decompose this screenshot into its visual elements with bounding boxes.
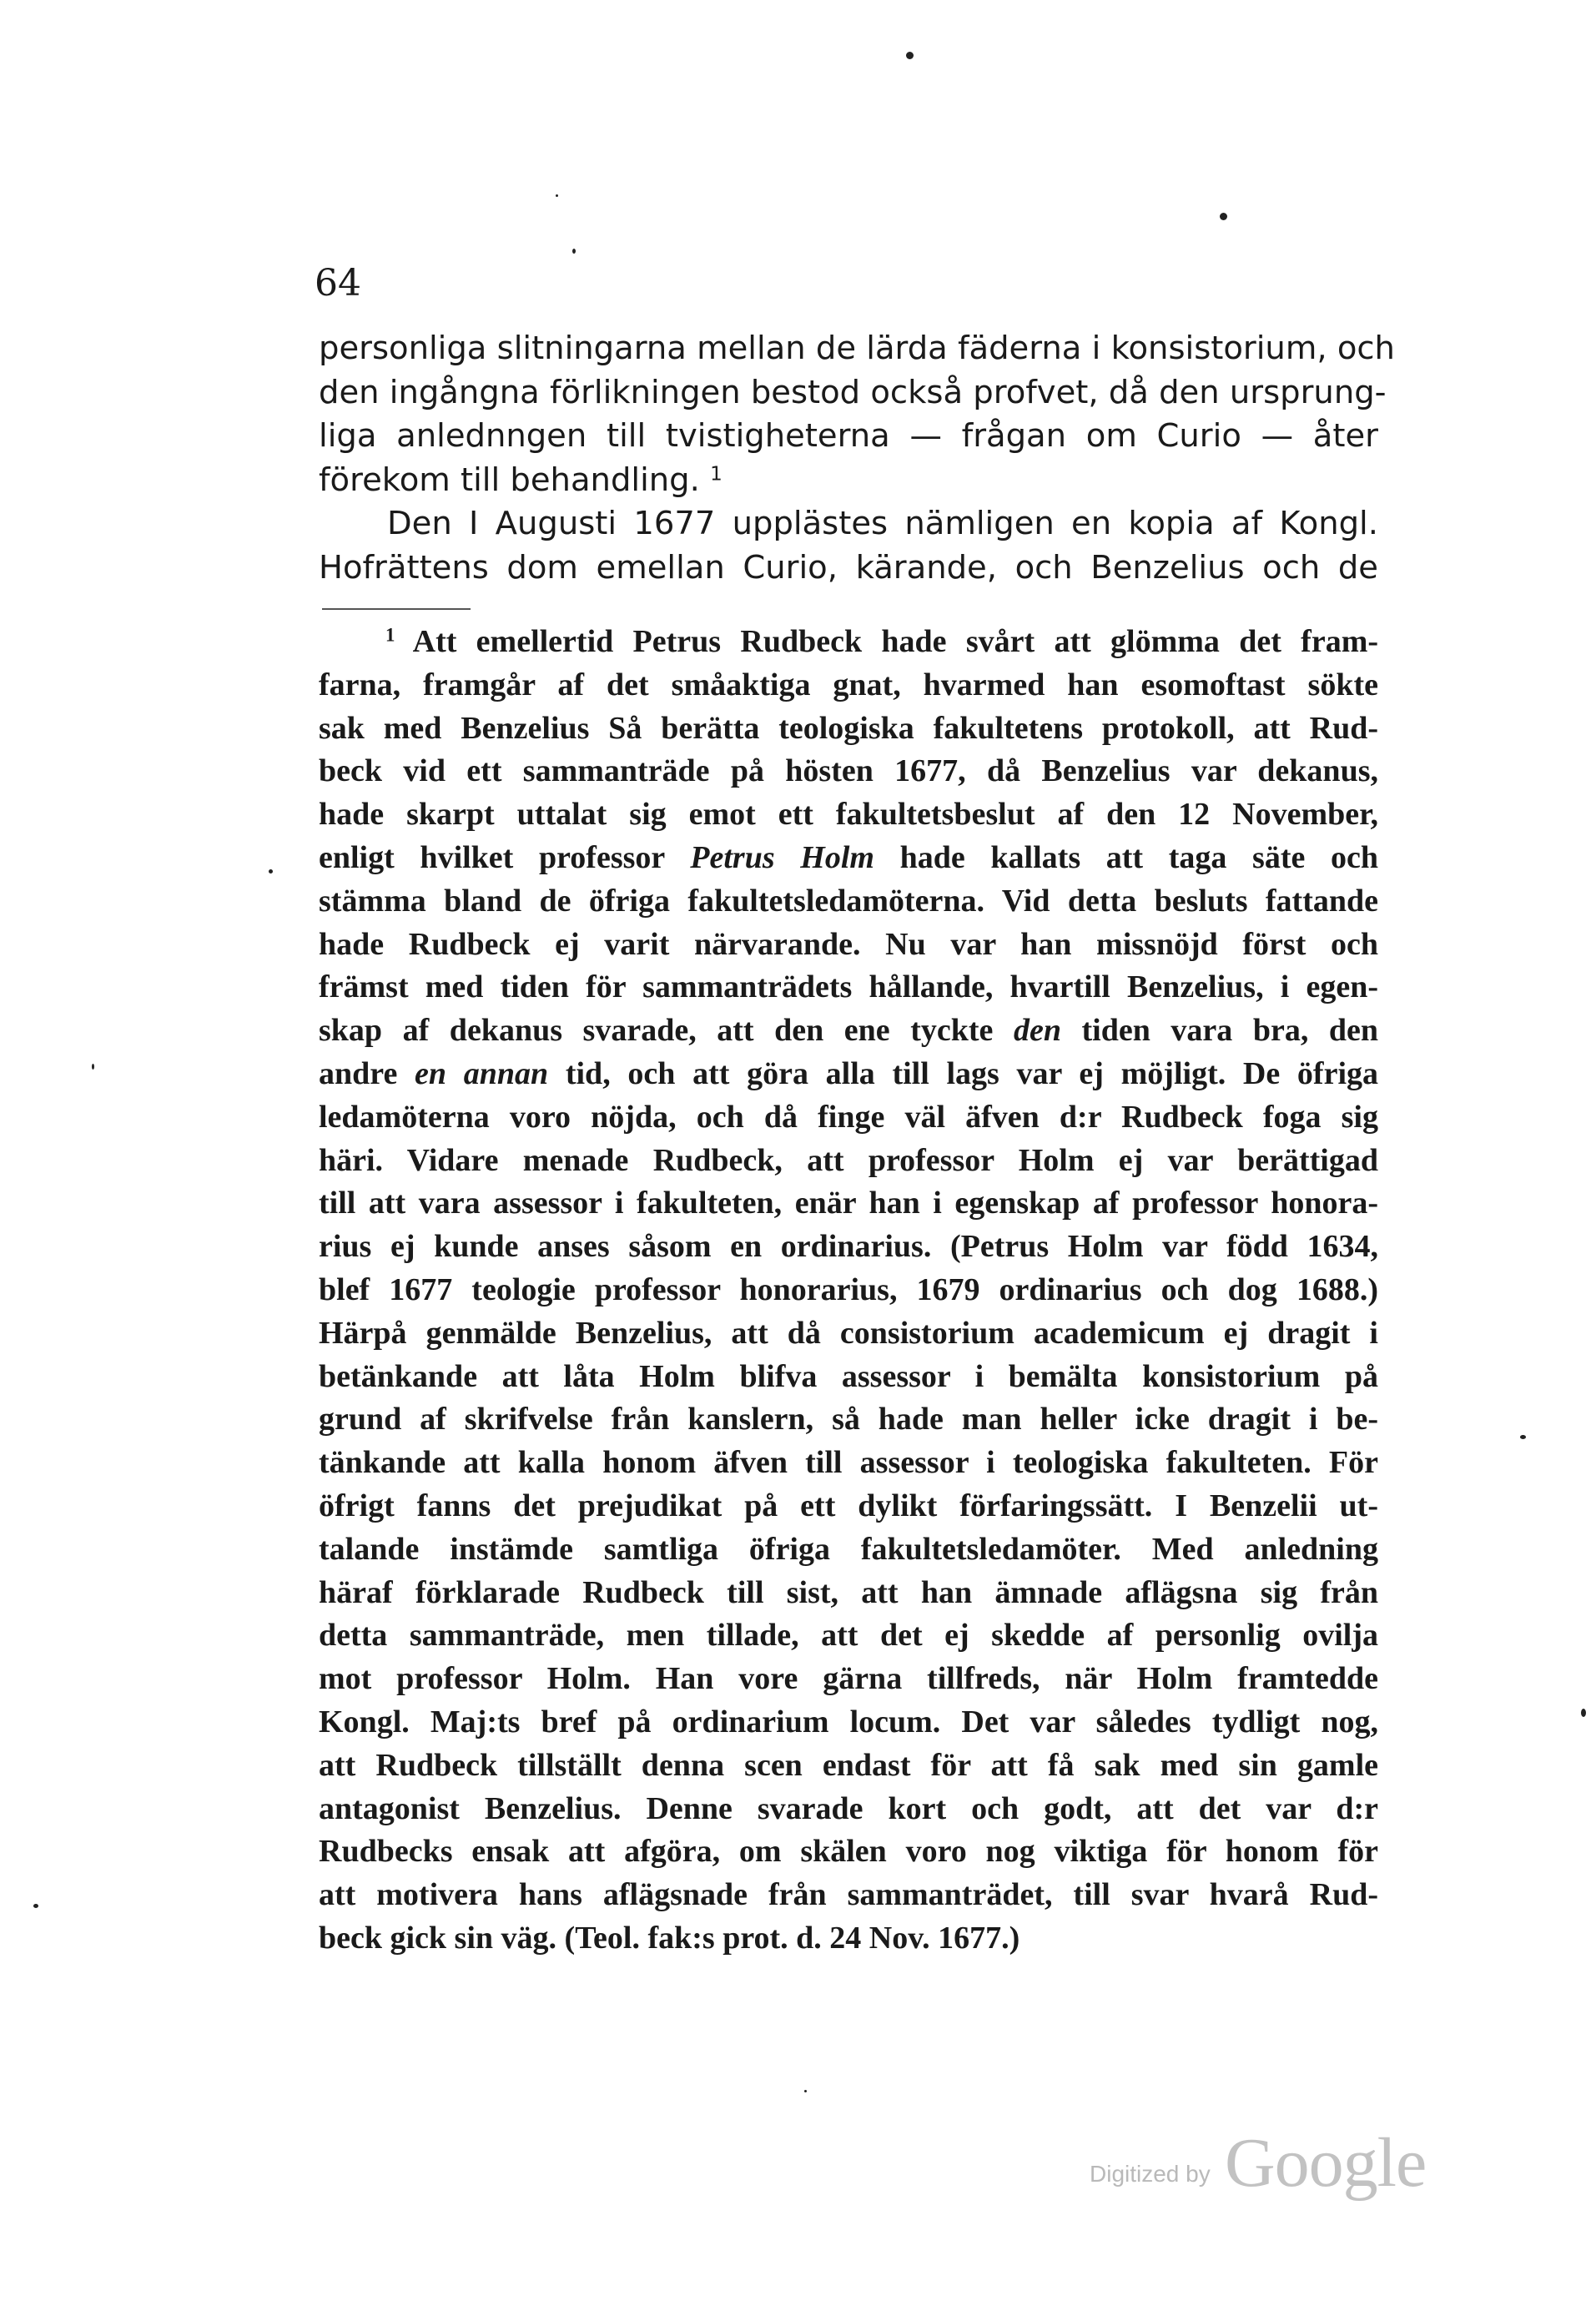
scan-speck [1220, 213, 1227, 220]
text-line: Hofrättens dom emellan Curio, kärande, och Benzelius och de [319, 548, 1378, 587]
footnote-line: talande instämde samtliga öfriga fakultetsledamöter. Med anledning [319, 1531, 1378, 1567]
emphasized-name: Petrus Holm [690, 839, 874, 875]
footnote-line [319, 621, 1378, 664]
footnote-reference[interactable]: 1 [710, 462, 722, 485]
scan-speck [33, 1904, 38, 1908]
footnote-marker: 1 [385, 624, 395, 646]
footnote-line-content: Att emellertid Petrus Rudbeck hade svårt att glömma det fram- [412, 624, 1379, 659]
footnote-line: Härpå genmälde Benzelius, att då consistorium academicum ej dragit i [319, 1315, 1378, 1351]
footnote-line: tänkande att kalla honom äfven till assessor i teologiska fakulteten. För [319, 1445, 1378, 1481]
footnote-line: häri. Vidare menade Rudbeck, att professor Holm ej var berättigad [319, 1142, 1378, 1178]
footnote-line: att Rudbeck tillställt denna scen endast för att få sak med sin gamle [319, 1747, 1378, 1783]
text-line-content: förekom till behandling. [319, 461, 700, 499]
footnote-line: främst med tiden för sammanträdets hållande, hvartill Benzelius, i egen- [319, 969, 1378, 1005]
footnote-line [319, 1009, 1378, 1053]
footnote-line: Rudbecks ensak att afgöra, om skälen voro nog viktiga för honom för [319, 1834, 1378, 1870]
text-line: personliga slitningarna mellan de lärda fäderna i konsistorium, och [319, 330, 1395, 367]
emphasized-phrase: en annan [415, 1055, 549, 1091]
footnote-line: stämma bland de öfriga fakultetsledamöterna. Vid detta besluts fattande [319, 883, 1378, 919]
text-line: liga anlednngen till tvistigheterna — frågan om Curio — åter [319, 417, 1378, 455]
footnote-line [319, 1053, 1378, 1096]
footnote-line: hade Rudbeck ej varit närvarande. Nu var han missnöjd först och [319, 926, 1378, 962]
scan-speck [269, 869, 273, 874]
text-line: den ingångna förlikningen bestod också profvet, då den ursprung- [319, 373, 1387, 411]
footnote-line: sak med Benzelius Så berätta teologiska fakultetens protokoll, att Rud- [319, 710, 1378, 746]
footnote-line: rius ej kunde anses såsom en ordinarius. (Petrus Holm var född 1634, [319, 1229, 1378, 1265]
footnote-line-part: andre [319, 1055, 398, 1091]
footnote-line-part: enligt hvilket professor [319, 839, 665, 875]
main-text [319, 327, 1395, 590]
footnote-line: farna, framgår af det småaktiga gnat, hvarmed han esomoftast sökte [319, 667, 1378, 702]
digitized-by-label: Digitized by [1090, 2161, 1211, 2187]
footnote-line: häraf förklarade Rudbeck till sist, att han ämnade aflägsna sig från [319, 1574, 1378, 1610]
footnote-line: detta sammanträde, men tillade, att det ej skedde af personlig ovilja [319, 1618, 1378, 1654]
footnote-line: ledamöterna voro nöjda, och då finge väl äfven d:r Rudbeck foga sig [319, 1099, 1378, 1135]
footnote-line: hade skarpt uttalat sig emot ett fakultetsbeslut af den 12 November, [319, 797, 1378, 833]
footnote-line-part: tiden vara bra, den [1081, 1013, 1379, 1049]
text-line [319, 459, 1378, 503]
emphasized-word: den [1013, 1013, 1061, 1049]
footnote-line: antagonist Benzelius. Denne svarade kort och godt, att det var d:r [319, 1790, 1378, 1826]
footnote-line: beck vid ett sammanträde på hösten 1677, då Benzelius var dekanus, [319, 753, 1378, 789]
footnote-line: blef 1677 teologie professor honorarius, 1679 ordinarius och dog 1688.) [319, 1271, 1378, 1307]
footnote-line-part: hade kallats att taga säte och [899, 839, 1379, 875]
footnote-line: öfrigt fanns det prejudikat på ett dylikt förfaringssätt. I Benzelii ut- [319, 1488, 1378, 1523]
google-logo: Google [1225, 2124, 1427, 2202]
footnote-divider [322, 608, 471, 610]
footnote-line: till att vara assessor i fakulteten, enär han i egenskap af professor honora- [319, 1186, 1378, 1221]
footnote-line: mot professor Holm. Han vore gärna tillfreds, när Holm framtedde [319, 1661, 1378, 1697]
footnote-line [319, 837, 1378, 880]
scan-speck [572, 249, 576, 254]
footnote-line: grund af skrifvelse från kanslern, så hade man heller icke dragit i be- [319, 1402, 1378, 1437]
scan-speck [804, 2090, 807, 2092]
text-line: Den I Augusti 1677 upplästes nämligen en kopia af Kongl. [387, 505, 1378, 542]
footnote-line-part: tid, och att göra alla till lags var ej möjligt. De öfriga [565, 1055, 1379, 1091]
footnote-line: betänkande att låta Holm blifva assessor i bemälta konsistorium på [319, 1358, 1378, 1394]
footnote-line: Kongl. Maj:ts bref på ordinarium locum. Det var således tydligt nog, [319, 1704, 1378, 1739]
page-number: 64 [315, 262, 361, 305]
footnote-line-part: skap af dekanus svarade, att den ene tyckte [319, 1013, 994, 1049]
footnote-line: beck gick sin väg. (Teol. fak:s prot. d. 24 Nov. 1677.) [319, 1920, 1020, 1956]
scan-speck [92, 1064, 94, 1070]
scan-speck [906, 52, 914, 59]
scan-speck [1520, 1435, 1526, 1439]
scan-speck [556, 194, 558, 197]
footnote-line: att motivera hans aflägsnade från sammanträdet, till svar hvarå Rud- [319, 1877, 1378, 1913]
footnote [319, 621, 1378, 1961]
scan-speck [1581, 1709, 1586, 1717]
